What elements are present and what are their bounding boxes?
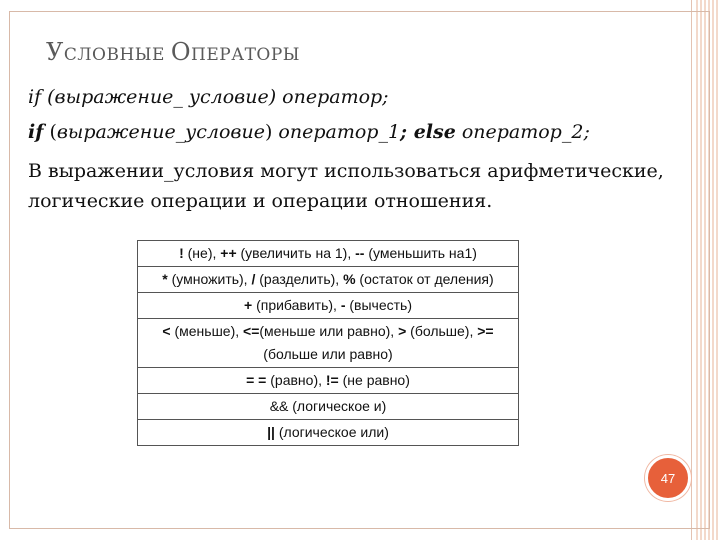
operator-symbol: > [398, 323, 407, 339]
table-row [138, 319, 519, 368]
operator-cell [138, 319, 519, 368]
syntax-if: if (выражение_ условие) оператор; [28, 86, 389, 108]
operator-symbol: * [162, 271, 168, 287]
operator-symbol: != [325, 372, 339, 388]
table-row [138, 368, 519, 394]
operator-symbol: || [267, 424, 275, 440]
operator-description: (остаток от деления) [355, 271, 494, 287]
operator-cell [138, 368, 519, 394]
operator-description: (увеличить на 1), [236, 245, 356, 261]
operator-description: (умножить), [167, 271, 252, 287]
operator-cell [138, 241, 519, 267]
operator-symbol: ! [179, 245, 184, 261]
operator-description: (прибавить), [252, 297, 341, 313]
operator-symbol: ++ [220, 245, 237, 261]
table-row [138, 394, 519, 420]
operator-symbol: % [343, 271, 356, 287]
operator-cell [138, 267, 519, 293]
operator-description: (меньше или равно), [259, 323, 399, 339]
operator-symbol: = = [246, 372, 267, 388]
description-paragraph: В выражении_условия могут использоваться арифметические, логические операции и операции отношения. [28, 160, 664, 212]
operator-description: (вычесть) [345, 297, 412, 313]
operator-description: (меньше), [170, 323, 244, 339]
operator-description: (уменьшить на1) [364, 245, 477, 261]
syntax-if-else: if (выражение_условие) оператор_1; else оператор_2; [28, 121, 590, 143]
operator-description: (логическое или) [274, 424, 389, 440]
operator-symbol: < [162, 323, 171, 339]
operator-description: (не равно) [338, 372, 410, 388]
operators-table [137, 240, 519, 446]
table-row [138, 420, 519, 446]
operator-symbol: - [340, 297, 346, 313]
operator-description: (больше), [406, 323, 478, 339]
table-row [138, 293, 519, 319]
operator-description: (не), [183, 245, 221, 261]
operator-cell [138, 394, 519, 420]
page-number-badge: 47 [645, 455, 691, 501]
operator-symbol: <= [243, 323, 260, 339]
table-row [138, 267, 519, 293]
operator-description: && (логическое и) [269, 398, 387, 414]
operator-description: (больше или равно) [263, 346, 393, 362]
operator-symbol: -- [355, 245, 365, 261]
operator-description: (равно), [266, 372, 326, 388]
operator-symbol: >= [477, 323, 494, 339]
operator-cell [138, 293, 519, 319]
operator-symbol: / [251, 271, 256, 287]
slide-title: УСЛОВНЫЕ ОПЕРАТОРЫ [46, 38, 301, 66]
operator-symbol: + [244, 297, 253, 313]
table-row [138, 241, 519, 267]
operator-description: (разделить), [255, 271, 344, 287]
operator-cell [138, 420, 519, 446]
